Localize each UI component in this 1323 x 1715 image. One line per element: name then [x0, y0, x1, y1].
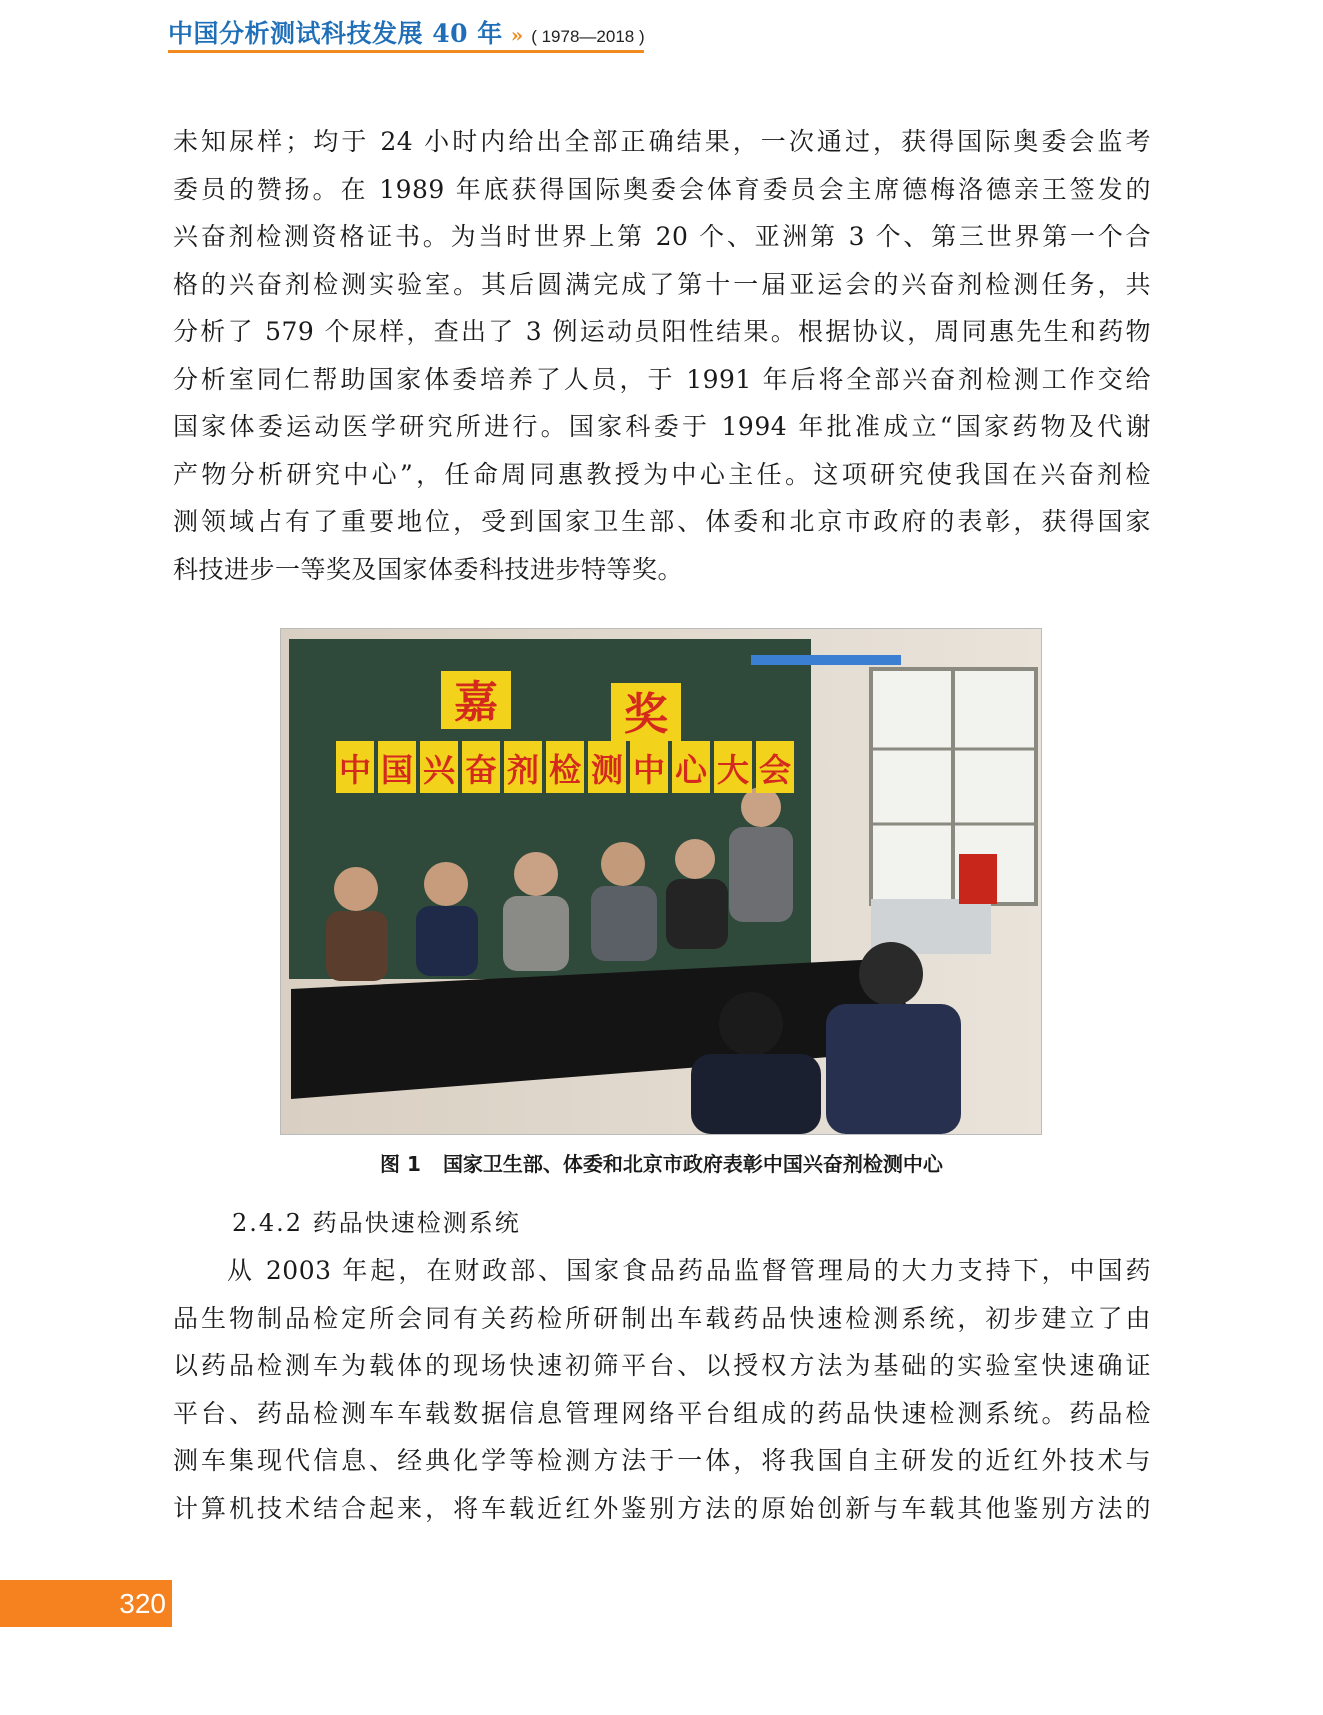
double-chevron-icon: »: [510, 23, 524, 47]
text-line: 分析了 579 个尿样，查出了 3 例运动员阳性结果。根据协议，周同惠先生和药物: [173, 317, 1151, 346]
text-line: 国家体委运动医学研究所进行。国家科委于 1994 年批准成立“国家药物及代谢: [173, 412, 1151, 441]
banner-char: 测: [590, 751, 624, 789]
text-line: 未知尿样；均于 24 小时内给出全部正确结果，一次通过，获得国际奥委会监考: [173, 127, 1151, 156]
text-line: 平台、药品检测车车载数据信息管理网络平台组成的药品快速检测系统。药品检: [173, 1398, 1151, 1428]
figure-caption: [0, 1148, 1323, 1177]
text-line: 委员的赞扬。在 1989 年底获得国际奥委会体育委员会主席德梅洛德亲王签发的: [173, 174, 1151, 204]
award-certificate: [959, 854, 997, 904]
banner-char: 奋: [464, 751, 498, 789]
banner-char: 大: [716, 751, 750, 789]
text-line: 品生物制品检定所会同有关药检所研制出车载药品快速检测系统，初步建立了由: [173, 1303, 1151, 1333]
banner-char-jia: 嘉: [454, 677, 498, 728]
text-line: 兴奋剂检测资格证书。为当时世界上第 20 个、亚洲第 3 个、第三世界第一个合: [173, 222, 1151, 251]
caption-text: 国家卫生部、体委和北京市政府表彰中国兴奋剂检测中心: [442, 1152, 943, 1176]
paragraph-rapid-test: [173, 1247, 1151, 1532]
text-line: 科技进步一等奖及国家体委科技进步特等奖。: [173, 554, 684, 584]
text-line: 以药品检测车为载体的现场快速初筛平台、以授权方法为基础的实验室快速确证: [173, 1351, 1151, 1380]
banner-char-jiang: 奖: [624, 689, 668, 740]
text-line: 从 2003 年起，在财政部、国家食品药品监督管理局的大力支持下，中国药: [227, 1256, 1151, 1285]
text-line: 测领域占有了重要地位，受到国家卫生部、体委和北京市政府的表彰，获得国家: [173, 507, 1151, 536]
header-rule: [168, 50, 644, 53]
banner-char: 中: [632, 751, 666, 789]
text-line: 计算机技术结合起来，将车载近红外鉴别方法的原始创新与车载其他鉴别方法的: [173, 1493, 1151, 1523]
text-line: 测车集现代信息、经典化学等检测方法于一体，将我国自主研发的近红外技术与: [173, 1446, 1151, 1475]
ceiling-lamp: [751, 655, 901, 665]
award-ceremony-photo: [280, 628, 1042, 1135]
banner-char: 中: [338, 751, 372, 789]
banner-char: 会: [758, 751, 792, 789]
banner-char: 心: [674, 751, 708, 789]
figure-number: 图 1: [380, 1152, 421, 1176]
page-number: 320: [0, 1580, 172, 1627]
book-title: 中国分析测试科技发展 40 年: [168, 19, 503, 48]
photo-illustration: [281, 629, 1041, 1134]
year-range: ( 1978—2018 ): [531, 27, 645, 46]
text-line: 产物分析研究中心”，任命周同惠教授为中心主任。这项研究使我国在兴奋剂检: [173, 459, 1151, 489]
text-line: 格的兴奋剂检测实验室。其后圆满完成了第十一届亚运会的兴奋剂检测任务，共: [173, 269, 1151, 299]
banner-char: 兴: [422, 751, 456, 789]
text-line: 分析室同仁帮助国家体委培养了人员，于 1991 年后将全部兴奋剂检测工作交给: [173, 364, 1151, 394]
banner-char: 剂: [506, 751, 540, 789]
banner-char: 检: [548, 751, 582, 789]
banner-char: 国: [380, 751, 414, 789]
running-header: [168, 14, 645, 50]
section-heading: 2.4.2 药品快速检测系统: [232, 1209, 521, 1237]
paragraph-doping-lab: [173, 118, 1151, 593]
